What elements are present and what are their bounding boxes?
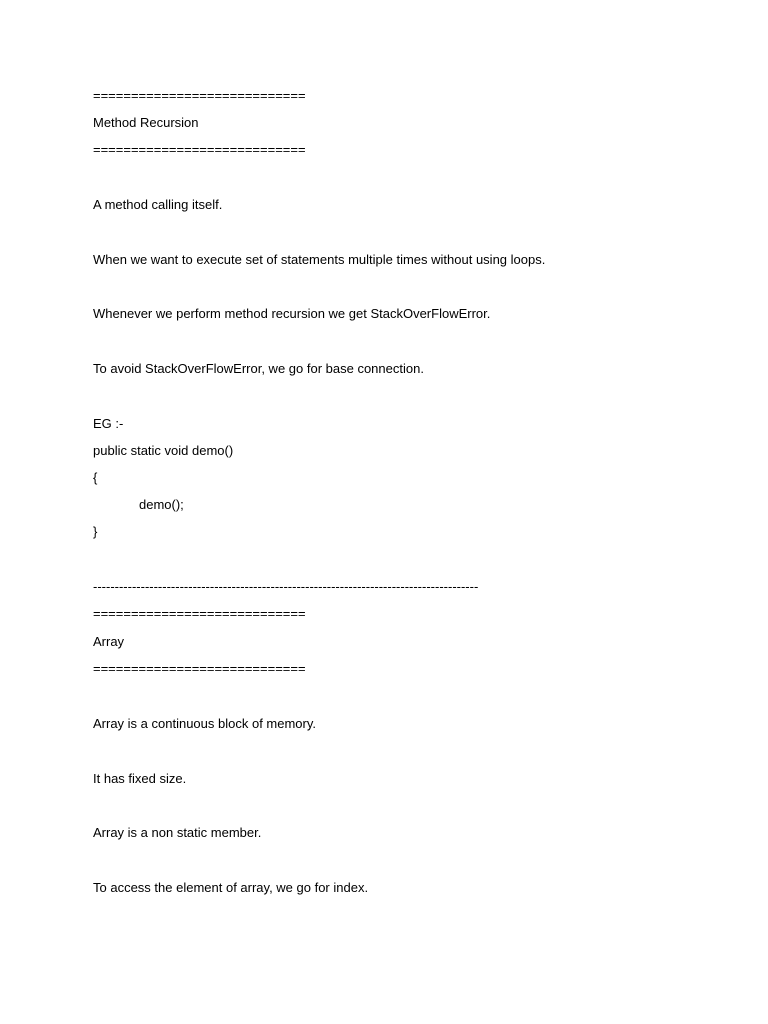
paragraph: To avoid StackOverFlowError, we go for base connection. [93,361,424,376]
paragraph: Whenever we perform method recursion we get StackOverFlowError. [93,306,491,321]
paragraph: It has fixed size. [93,771,187,786]
code-line: demo(); [139,497,184,512]
section-heading: Array [93,634,125,649]
example-label: EG :- [93,416,124,431]
paragraph: Array is a non static member. [93,825,262,840]
paragraph: Array is a continuous block of memory. [93,716,317,731]
section-rule-top: ============================ [93,606,306,621]
section-heading: Method Recursion [93,115,199,130]
section-rule-top: ============================ [93,88,306,103]
paragraph: To access the element of array, we go for index. [93,880,369,895]
section-rule-bottom: ============================ [93,661,306,676]
section-separator: ----------------------------------------------------------------------------------------- [93,579,479,594]
code-line: public static void demo() [93,443,234,458]
code-line: } [93,524,98,539]
code-line: { [93,470,98,485]
paragraph: A method calling itself. [93,197,223,212]
section-rule-bottom: ============================ [93,142,306,157]
paragraph: When we want to execute set of statements multiple times without using loops. [93,252,546,267]
